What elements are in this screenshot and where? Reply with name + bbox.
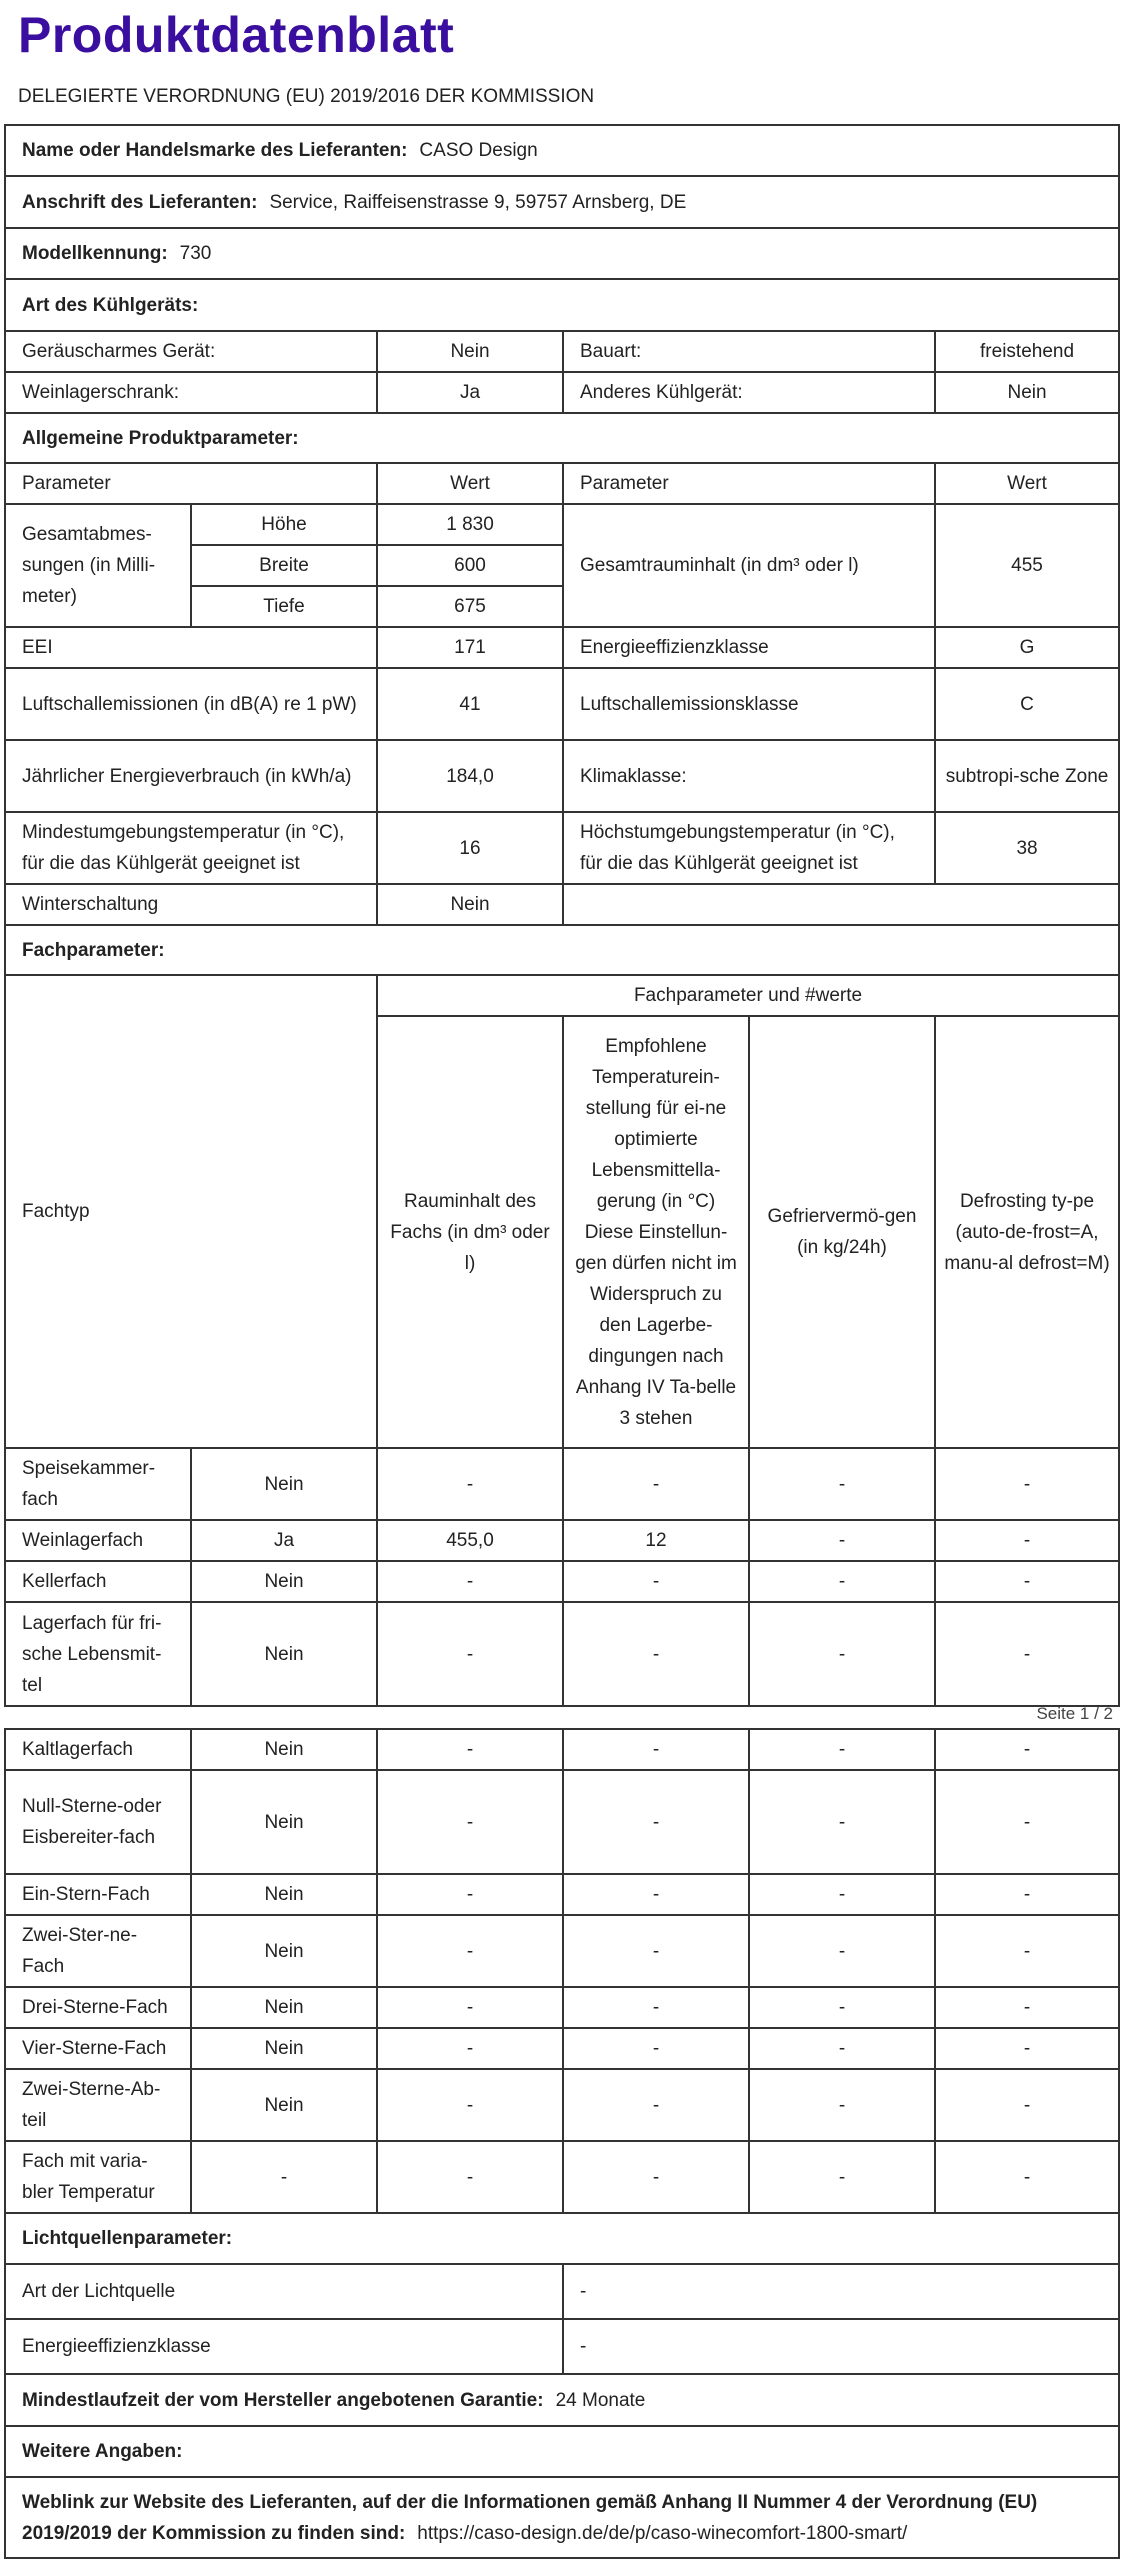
parameter-label: Luftschallemissionsklasse — [563, 668, 935, 740]
compartment-freeze: - — [749, 1448, 935, 1520]
additional-heading-row — [5, 2426, 1119, 2477]
dimension-value: 600 — [377, 545, 563, 586]
compartment-temp: - — [563, 1729, 749, 1770]
parameter-value: 171 — [377, 627, 563, 668]
compartment-freeze: - — [749, 1520, 935, 1561]
compartment-defrost: - — [935, 2141, 1119, 2213]
compartments-heading: Fachparameter: — [5, 925, 1119, 975]
compartment-row — [5, 1520, 1119, 1561]
dimension-value: 675 — [377, 586, 563, 627]
light-heading-row — [5, 2213, 1119, 2264]
compartment-present: - — [191, 2141, 377, 2213]
type-heading-row — [5, 279, 1119, 331]
parameter-label: EEI — [5, 627, 377, 668]
page-title: Produktdatenblatt — [18, 7, 455, 63]
compartment-defrost: - — [935, 1874, 1119, 1915]
compartment-volume: - — [377, 2069, 563, 2141]
type-label: Bauart: — [563, 331, 935, 372]
compartment-freeze: - — [749, 1602, 935, 1706]
parameter-row — [5, 627, 1119, 668]
dimensions-label: Gesamtabmes-sungen (in Milli-meter) — [5, 504, 191, 627]
compartment-defrost: - — [935, 1520, 1119, 1561]
compartment-volume: - — [377, 2028, 563, 2069]
type-heading: Art des Kühlgeräts: — [5, 279, 1119, 331]
compartments-group-header: Fachparameter und #werte — [377, 975, 1119, 1016]
type-row — [5, 331, 1119, 372]
light-row — [5, 2319, 1119, 2374]
compartment-freeze: - — [749, 1561, 935, 1602]
compartment-freeze: - — [749, 1729, 935, 1770]
compartment-defrost: - — [935, 2069, 1119, 2141]
compartment-volume: - — [377, 1448, 563, 1520]
compartment-volume: - — [377, 1602, 563, 1706]
compartment-name: Fach mit varia-bler Temperatur — [5, 2141, 191, 2213]
compartment-freeze: - — [749, 2141, 935, 2213]
compartment-defrost: - — [935, 1561, 1119, 1602]
dimension-name: Tiefe — [191, 586, 377, 627]
model-label: Modellkennung: — [22, 243, 168, 264]
compartment-defrost: - — [935, 2028, 1119, 2069]
supplier-name-label: Name oder Handelsmarke des Lieferanten: — [22, 140, 408, 161]
compartment-volume: - — [377, 1987, 563, 2028]
compartment-row — [5, 1987, 1119, 2028]
compartment-name: Vier-Sterne-Fach — [5, 2028, 191, 2069]
compartment-defrost: - — [935, 1987, 1119, 2028]
winter-label: Winterschaltung — [5, 884, 377, 925]
compartment-name: Weinlagerfach — [5, 1520, 191, 1561]
compartment-present: Nein — [191, 1874, 377, 1915]
light-class-label: Energieeffizienzklasse — [5, 2319, 563, 2374]
parameter-value: subtropi-sche Zone — [935, 740, 1119, 812]
compartment-volume: - — [377, 1915, 563, 1987]
compartment-temp: - — [563, 2141, 749, 2213]
compartment-name: Drei-Sterne-Fach — [5, 1987, 191, 2028]
weblink-row — [5, 2477, 1119, 2558]
page-indicator: Seite 1 / 2 — [1036, 1704, 1113, 1723]
compartment-name: Zwei-Ster-ne-Fach — [5, 1915, 191, 1987]
column-header: Parameter — [5, 463, 377, 504]
compartment-name: Speisekammer-fach — [5, 1448, 191, 1520]
datasheet-table-page2 — [4, 1728, 1120, 2559]
parameter-row — [5, 668, 1119, 740]
column-header: Wert — [377, 463, 563, 504]
volume-label: Gesamtrauminhalt (in dm³ oder l) — [563, 504, 935, 627]
warranty-value: 24 Monate — [555, 2389, 646, 2411]
type-row — [5, 372, 1119, 413]
general-header-row — [5, 463, 1119, 504]
compartment-defrost: - — [935, 1448, 1119, 1520]
parameter-value: G — [935, 627, 1119, 668]
type-value: Nein — [935, 372, 1119, 413]
weblink-url[interactable]: https://caso-design.de/de/p/caso-winecomfort-1800-smart/ — [417, 2522, 908, 2544]
parameter-value: 38 — [935, 812, 1119, 884]
compartment-defrost: - — [935, 1770, 1119, 1874]
compartment-row — [5, 1770, 1119, 1874]
compartment-row — [5, 1448, 1119, 1520]
compartment-volume: - — [377, 1770, 563, 1874]
compartment-type-header: Fachtyp — [5, 975, 377, 1448]
compartment-temp: - — [563, 2069, 749, 2141]
compartment-volume: - — [377, 2141, 563, 2213]
compartments-heading-row — [5, 925, 1119, 975]
type-value: Ja — [377, 372, 563, 413]
warranty-row — [5, 2374, 1119, 2426]
dimension-row — [5, 504, 1119, 545]
compartment-present: Nein — [191, 1987, 377, 2028]
compartment-row — [5, 2141, 1119, 2213]
compartment-name: Kaltlagerfach — [5, 1729, 191, 1770]
model-value: 730 — [179, 243, 212, 264]
compartment-volume: 455,0 — [377, 1520, 563, 1561]
compartment-temp: 12 — [563, 1520, 749, 1561]
parameter-value: 184,0 — [377, 740, 563, 812]
compartment-freeze: - — [749, 1987, 935, 2028]
parameter-label: Energieeffizienzklasse — [563, 627, 935, 668]
light-heading: Lichtquellenparameter: — [5, 2213, 1119, 2264]
column-header: Wert — [935, 463, 1119, 504]
compartment-temp: - — [563, 2028, 749, 2069]
regulation-subtitle: DELEGIERTE VERORDNUNG (EU) 2019/2016 DER KOMMISSION — [18, 86, 595, 107]
compartment-present: Ja — [191, 1520, 377, 1561]
compartment-present: Nein — [191, 1729, 377, 1770]
dimension-value: 1 830 — [377, 504, 563, 545]
general-heading-row — [5, 413, 1119, 463]
parameter-label: Jährlicher Energieverbrauch (in kWh/a) — [5, 740, 377, 812]
weblink-label: Weblink zur Website des Lieferanten, auf der die Informationen gemäß Anhang II Nummer 4 der Verordnung (EU) 2019/2019 der Kommission zu finden sind: — [22, 2491, 1038, 2544]
type-label: Geräuscharmes Gerät: — [5, 331, 377, 372]
type-value: Nein — [377, 331, 563, 372]
compartment-freeze: - — [749, 2069, 935, 2141]
parameter-label: Mindestumgebungstemperatur (in °C), für die das Kühlgerät geeignet ist — [5, 812, 377, 884]
supplier-address-row — [5, 176, 1119, 228]
compartment-name: Ein-Stern-Fach — [5, 1874, 191, 1915]
compartment-row — [5, 1602, 1119, 1706]
compartment-name: Zwei-Sterne-Ab-teil — [5, 2069, 191, 2141]
compartment-temp: - — [563, 1770, 749, 1874]
supplier-address-value: Service, Raiffeisenstrasse 9, 59757 Arnsberg, DE — [269, 191, 687, 213]
compartment-temp: - — [563, 1915, 749, 1987]
light-type-label: Art der Lichtquelle — [5, 2264, 563, 2319]
compartment-defrost: - — [935, 1729, 1119, 1770]
compartment-defrost: - — [935, 1915, 1119, 1987]
compartment-row — [5, 2028, 1119, 2069]
winter-row — [5, 884, 1119, 925]
supplier-address-label: Anschrift des Lieferanten: — [22, 191, 258, 213]
winter-value: Nein — [377, 884, 563, 925]
parameter-row — [5, 740, 1119, 812]
compartment-name: Kellerfach — [5, 1561, 191, 1602]
compartments-group-header-row — [5, 975, 1119, 1016]
temperature-column-header: Empfohlene Temperaturein-stellung für ei-ne optimierte Lebensmittella-gerung (in °C) Diese Einstellun-gen dürfen nicht im Widerspruch zu den Lagerbe-dingungen nach Anhang IV Ta-belle 3 stehen — [563, 1016, 749, 1448]
compartment-freeze: - — [749, 1874, 935, 1915]
type-label: Anderes Kühlgerät: — [563, 372, 935, 413]
compartment-present: Nein — [191, 1770, 377, 1874]
compartment-volume: - — [377, 1561, 563, 1602]
general-heading: Allgemeine Produktparameter: — [5, 413, 1119, 463]
light-row — [5, 2264, 1119, 2319]
compartment-name: Lagerfach für fri-sche Lebensmit-tel — [5, 1602, 191, 1706]
parameter-label: Klimaklasse: — [563, 740, 935, 812]
defrost-column-header: Defrosting ty-pe (auto-de-frost=A, manu-al defrost=M) — [935, 1016, 1119, 1448]
column-header: Parameter — [563, 463, 935, 504]
dimension-name: Breite — [191, 545, 377, 586]
freezing-column-header: Gefriervermö-gen (in kg/24h) — [749, 1016, 935, 1448]
model-row — [5, 228, 1119, 279]
volume-value: 455 — [935, 504, 1119, 627]
compartment-present: Nein — [191, 1602, 377, 1706]
compartment-present: Nein — [191, 1915, 377, 1987]
compartment-defrost: - — [935, 1602, 1119, 1706]
parameter-value: C — [935, 668, 1119, 740]
compartment-row — [5, 1729, 1119, 1770]
additional-heading: Weitere Angaben: — [5, 2426, 1119, 2477]
compartment-present: Nein — [191, 1448, 377, 1520]
warranty-label: Mindestlaufzeit der vom Hersteller angebotenen Garantie: — [22, 2389, 544, 2411]
compartment-present: Nein — [191, 2028, 377, 2069]
compartment-temp: - — [563, 1561, 749, 1602]
compartment-row — [5, 2069, 1119, 2141]
compartment-volume: - — [377, 1729, 563, 1770]
type-value: freistehend — [935, 331, 1119, 372]
dimension-name: Höhe — [191, 504, 377, 545]
compartment-row — [5, 1915, 1119, 1987]
supplier-name-value: CASO Design — [419, 140, 538, 161]
compartment-name: Null-Sterne-oder Eisbereiter-fach — [5, 1770, 191, 1874]
parameter-label: Luftschallemissionen (in dB(A) re 1 pW) — [5, 668, 377, 740]
supplier-name-row — [5, 125, 1119, 176]
compartment-row — [5, 1561, 1119, 1602]
compartment-temp: - — [563, 1987, 749, 2028]
compartment-volume: - — [377, 1874, 563, 1915]
compartment-temp: - — [563, 1602, 749, 1706]
compartment-temp: - — [563, 1448, 749, 1520]
compartment-freeze: - — [749, 2028, 935, 2069]
compartment-freeze: - — [749, 1915, 935, 1987]
parameter-value: 41 — [377, 668, 563, 740]
light-class-value: - — [563, 2319, 1119, 2374]
parameter-value: 16 — [377, 812, 563, 884]
compartment-present: Nein — [191, 1561, 377, 1602]
datasheet-table-page1 — [4, 124, 1120, 1707]
volume-column-header: Rauminhalt des Fachs (in dm³ oder l) — [377, 1016, 563, 1448]
light-type-value: - — [563, 2264, 1119, 2319]
parameter-label: Höchstumgebungstemperatur (in °C), für die das Kühlgerät geeignet ist — [563, 812, 935, 884]
parameter-row — [5, 812, 1119, 884]
compartment-freeze: - — [749, 1770, 935, 1874]
compartment-temp: - — [563, 1874, 749, 1915]
type-label: Weinlagerschrank: — [5, 372, 377, 413]
compartment-present: Nein — [191, 2069, 377, 2141]
compartment-row — [5, 1874, 1119, 1915]
